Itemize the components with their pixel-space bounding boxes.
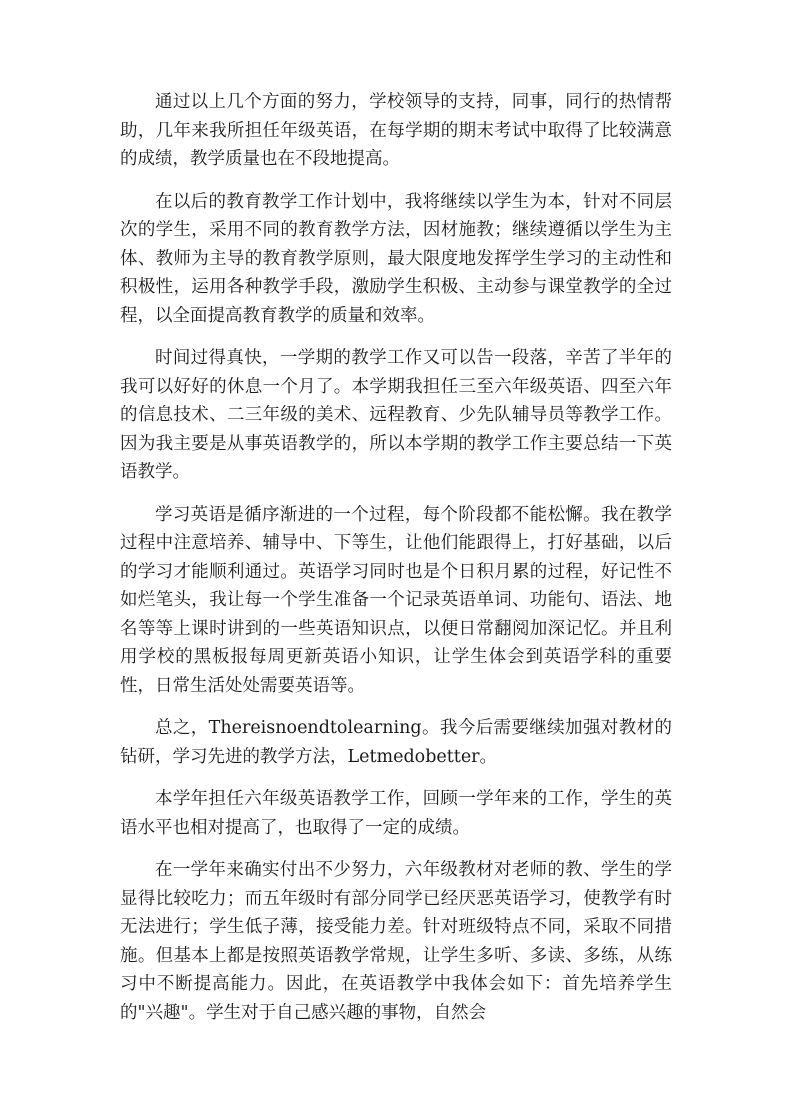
paragraph: 学习英语是循序渐进的一个过程，每个阶段都不能松懈。我在教学过程中注意培养、辅导中、下等生，让他们能跟得上，打好基础，以后的学习才能顺利通过。英语学习同时也是个日积月累的过程，好记性不如烂笔头，我让每一个学生准备一个记录英语单词、功能句、语法、地名等等上课时讲到的一些英语知识点，以便日常翻阅加深记忆。并且利用学校的黑板报每周更新英语小知识，让学生体会到英语学科的重要性，日常生活处处需要英语等。 — [120, 504, 672, 696]
document-body — [120, 88, 672, 1041]
paragraph: 总之，Thereisnoendtolearning。我今后需要继续加强对教材的钻研，学习先进的教学方法，Letmedobetter。 — [120, 718, 672, 767]
paragraph: 时间过得真快，一学期的教学工作又可以告一段落，辛苦了半年的我可以好好的休息一个月了。本学期我担任三至六年级英语、四至六年的信息技术、二三年级的美术、远程教育、少先队辅导员等教学工作。因为我主要是从事英语教学的，所以本学期的教学工作主要总结一下英语教学。 — [120, 348, 672, 482]
paragraph: 本学年担任六年级英语教学工作，回顾一学年来的工作，学生的英语水平也相对提高了，也取得了一定的成绩。 — [120, 789, 672, 838]
paragraph: 通过以上几个方面的努力，学校领导的支持，同事，同行的热情帮助，几年来我所担任年级英语，在每学期的期末考试中取得了比较满意的成绩，教学质量也在不段地提高。 — [120, 92, 672, 169]
paragraph: 在以后的教育教学工作计划中，我将继续以学生为本，针对不同层次的学生，采用不同的教育教学方法，因材施教；继续遵循以学生为主体、教师为主导的教育教学原则，最大限度地发挥学生学习的主动性和积极性，运用各种教学手段，激励学生积极、主动参与课堂教学的全过程，以全面提高教育教学的质量和效率。 — [120, 191, 672, 326]
paragraph: 在一学年来确实付出不少努力，六年级教材对老师的教、学生的学显得比较吃力；而五年级时有部分同学已经厌恶英语学习，使教学有时无法进行；学生低子薄，接受能力差。针对班级特点不同，采取不同措施。但基本上都是按照英语教学常规，让学生多听、多读、多练，从练习中不断提高能力。因此，在英语教学中我体会如下：首先培养学生的"兴趣"。学生对于自己感兴趣的事物，自然会 — [120, 860, 672, 1023]
